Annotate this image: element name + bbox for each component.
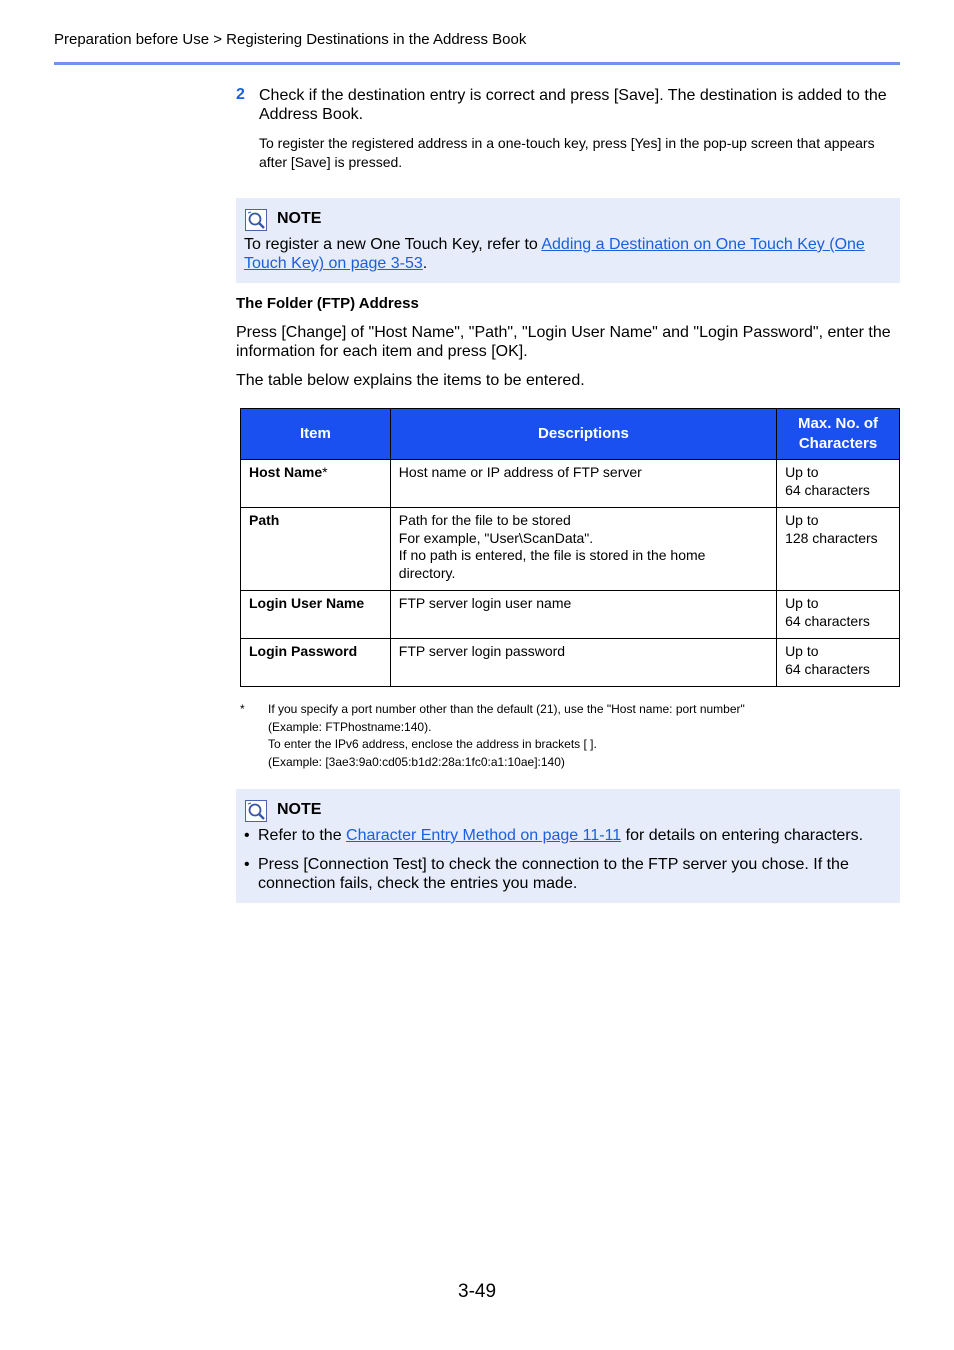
item-name: Host Name bbox=[249, 464, 323, 480]
breadcrumb: Preparation before Use > Registering Destinations in the Address Book bbox=[54, 31, 527, 48]
step-subtext-line: To register the registered address in a one-touch key, press [Yes] in the pop-up screen that appears bbox=[259, 135, 875, 151]
bullet-text-line: connection fails, check the entries you made. bbox=[258, 875, 578, 892]
note-icon bbox=[245, 209, 267, 231]
section-paragraph bbox=[236, 323, 900, 361]
item-name: Path bbox=[249, 512, 280, 528]
link-character-entry-method[interactable]: Character Entry Method on page 11-11 bbox=[346, 827, 622, 844]
note-title: NOTE bbox=[277, 801, 322, 818]
footnote-text bbox=[268, 701, 888, 771]
link-text[interactable]: Adding a Destination on One Touch Key (One bbox=[541, 236, 865, 253]
paragraph-line: information for each item and press [OK]. bbox=[236, 343, 528, 360]
description-cell bbox=[390, 639, 776, 687]
bullet-text-segment: for details on entering characters. bbox=[621, 827, 864, 844]
step-number: 2 bbox=[236, 86, 245, 103]
bullet-text-segment: Refer to the bbox=[258, 827, 347, 844]
item-name: Login User Name bbox=[249, 595, 365, 611]
header-line: Characters bbox=[798, 435, 878, 452]
footnote-marker: * bbox=[322, 464, 328, 480]
description-line: directory. bbox=[398, 564, 456, 581]
item-cell bbox=[241, 460, 391, 508]
section-title: The Folder (FTP) Address bbox=[236, 295, 419, 312]
note-box bbox=[236, 789, 900, 903]
step-subtext bbox=[259, 134, 900, 172]
max-cell bbox=[777, 508, 900, 591]
link-text[interactable]: Touch Key) on page 3-53 bbox=[244, 255, 423, 272]
description-line: FTP server login password bbox=[398, 643, 566, 659]
description-line: If no path is entered, the file is stored in the home bbox=[398, 547, 706, 563]
bullet-icon: • bbox=[244, 827, 250, 844]
max-line: Up to bbox=[785, 643, 819, 659]
table-row bbox=[241, 460, 900, 508]
bullet-text-line: Press [Connection Test] to check the connection to the FTP server you chose. If the bbox=[258, 856, 849, 873]
item-cell bbox=[241, 639, 391, 687]
description-cell bbox=[390, 508, 776, 591]
description-line: Path for the file to be stored bbox=[398, 512, 571, 528]
description-line: FTP server login user name bbox=[398, 595, 572, 611]
item-cell bbox=[241, 591, 391, 639]
step-text bbox=[259, 86, 900, 124]
bullet-icon: • bbox=[244, 856, 250, 873]
max-line: Up to bbox=[785, 464, 819, 480]
max-line: 64 characters bbox=[785, 612, 870, 629]
footnote-star: * bbox=[240, 702, 245, 716]
bullet-text bbox=[258, 826, 878, 845]
max-cell bbox=[777, 591, 900, 639]
footnote-line: To enter the IPv6 address, enclose the address in brackets [ ]. bbox=[268, 737, 597, 751]
item-name: Login Password bbox=[249, 643, 358, 659]
description-line: Host name or IP address of FTP server bbox=[398, 464, 642, 480]
max-line: 64 characters bbox=[785, 660, 870, 677]
table-row bbox=[241, 639, 900, 687]
note-text-segment: To register a new One Touch Key, refer to bbox=[244, 236, 542, 253]
table-row bbox=[241, 508, 900, 591]
column-header-descriptions: Descriptions bbox=[390, 409, 776, 460]
max-cell bbox=[777, 639, 900, 687]
column-header-item: Item bbox=[241, 409, 391, 460]
item-cell bbox=[241, 508, 391, 591]
note-icon bbox=[245, 800, 267, 822]
note-box bbox=[236, 198, 900, 283]
description-line: For example, "User\ScanData". bbox=[398, 529, 594, 546]
header-divider bbox=[54, 62, 900, 65]
max-line: Up to bbox=[785, 595, 819, 611]
max-cell bbox=[777, 460, 900, 508]
footnote-line: (Example: FTPhostname:140). bbox=[268, 719, 432, 734]
note-title: NOTE bbox=[277, 210, 322, 227]
description-cell bbox=[390, 591, 776, 639]
section-paragraph: The table below explains the items to be entered. bbox=[236, 372, 585, 389]
table-header-row bbox=[241, 409, 900, 460]
footnote-line: (Example: [3ae3:9a0:cd05:b1d2:28a:1fc0:a1:10ae]:140) bbox=[268, 754, 565, 769]
paragraph-line: Press [Change] of "Host Name", "Path", "Login User Name" and "Login Password", enter the bbox=[236, 324, 891, 341]
step-subtext-line: after [Save] is pressed. bbox=[259, 154, 403, 170]
bullet-text bbox=[258, 855, 878, 893]
note-text-segment: . bbox=[422, 255, 428, 272]
step-text-line: Check if the destination entry is correct and press [Save]. The destination is added to the bbox=[259, 87, 887, 104]
note-text bbox=[244, 235, 884, 273]
header-line: Max. No. of bbox=[798, 415, 879, 432]
column-header-max-characters bbox=[777, 409, 900, 460]
step-text-line: Address Book. bbox=[259, 106, 364, 123]
table-row bbox=[241, 591, 900, 639]
footnote-line: If you specify a port number other than the default (21), use the "Host name: port number" bbox=[268, 702, 745, 716]
max-line: 64 characters bbox=[785, 481, 870, 498]
max-line: Up to bbox=[785, 512, 819, 528]
items-table bbox=[240, 408, 900, 687]
page-number: 3-49 bbox=[458, 1281, 497, 1302]
max-line: 128 characters bbox=[785, 529, 878, 546]
description-cell bbox=[390, 460, 776, 508]
